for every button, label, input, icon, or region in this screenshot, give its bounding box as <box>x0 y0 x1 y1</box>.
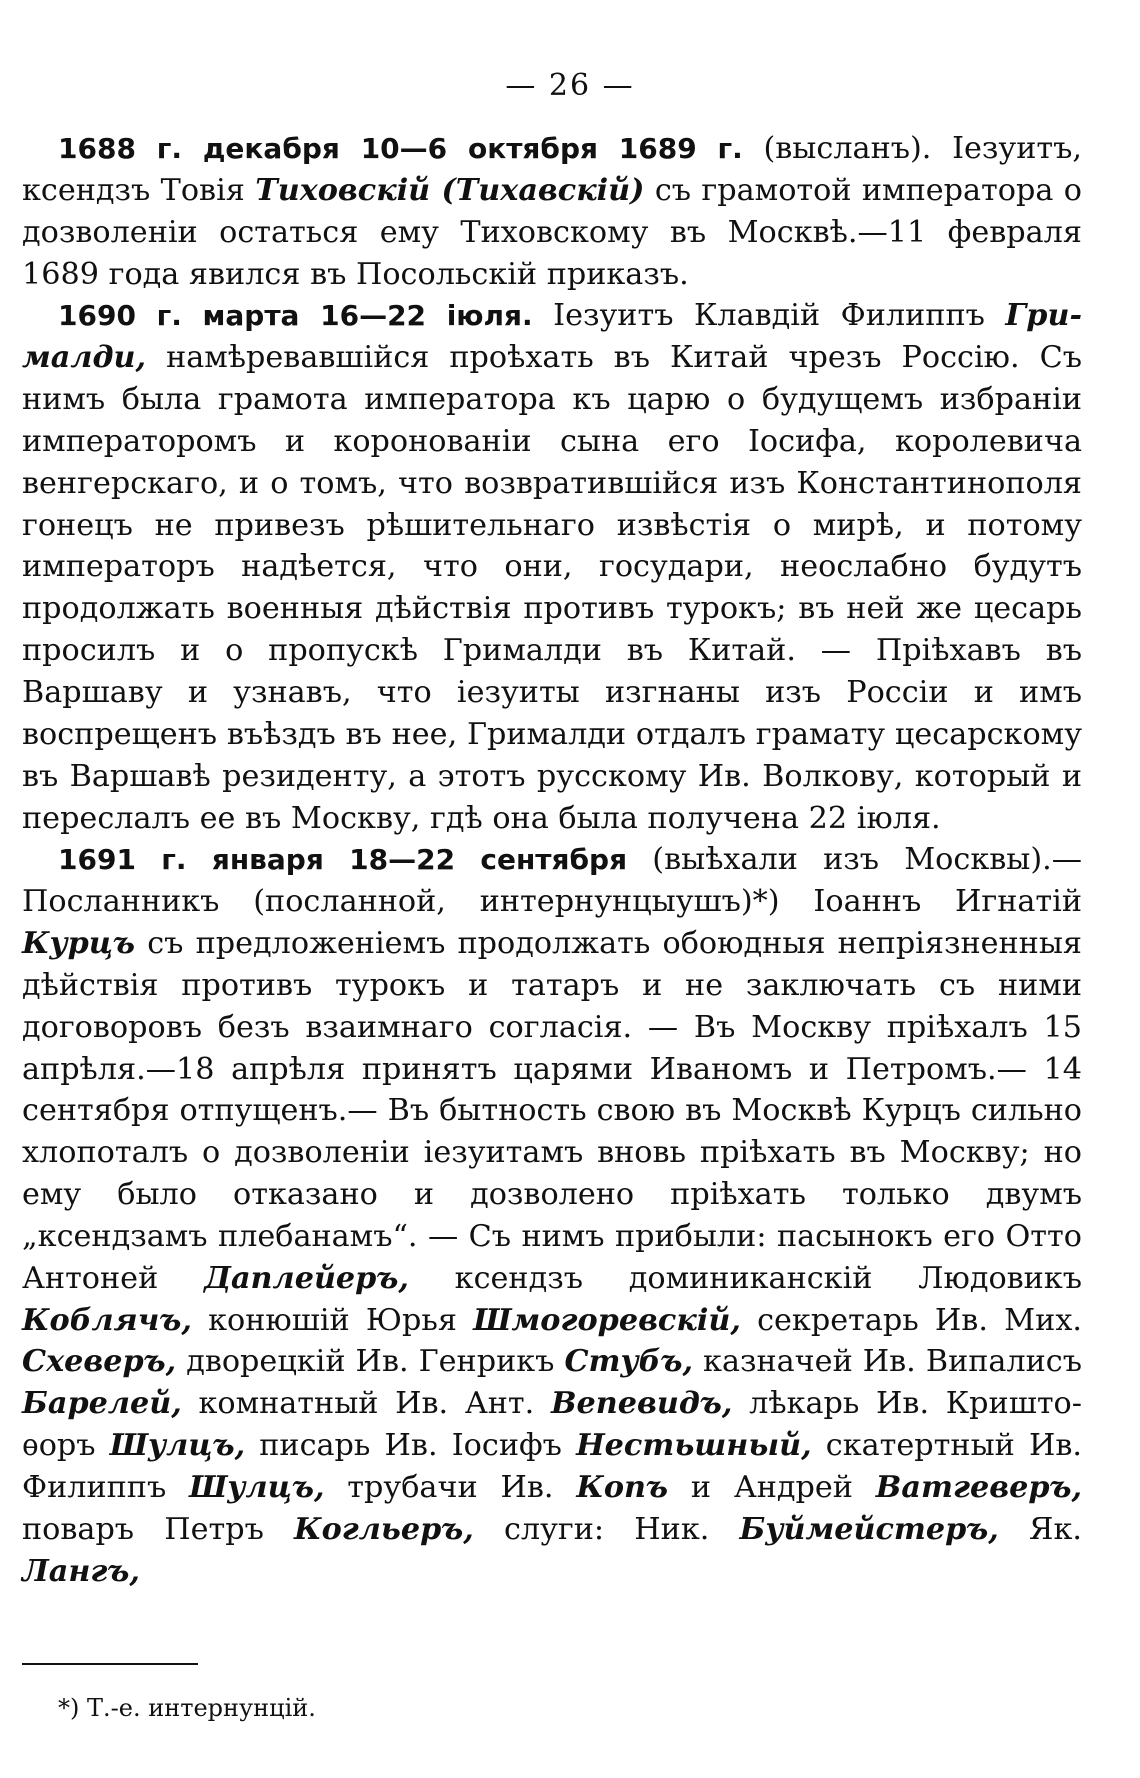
entry-text: слуги: Ник. <box>473 1511 740 1547</box>
entry-text: (выѣхали изъ Москвы).— Посланникъ (посланной, интернунцыушъ)*) Іоаннъ Игнатій <box>22 842 1082 920</box>
person-name: Ватгеверъ, <box>875 1470 1083 1505</box>
entry-text: съ грамотой императора о дозволеніи остаться ему Тиховскому въ Москвѣ.—11 февраля 1689 года явился въ Посольскій приказъ. <box>22 172 1082 292</box>
person-name: Грималди, <box>22 298 1082 376</box>
person-name: Стубъ, <box>564 1344 693 1380</box>
entry-paragraph <box>22 295 1082 839</box>
person-name: Лангъ, <box>22 1553 140 1589</box>
entry-text: комнатный Ив. Ант. <box>181 1386 551 1422</box>
person-name: Вепевидъ, <box>550 1386 733 1422</box>
entry-text: конюшій Юрья <box>191 1302 474 1338</box>
entry-text: лѣкарь Ив. Криштоѳоръ <box>22 1386 1082 1464</box>
person-name: Буймейстеръ, <box>739 1511 999 1547</box>
person-name: Барелей, <box>22 1386 182 1422</box>
entry-text: поваръ Петръ <box>22 1511 295 1547</box>
entry-text: казначей Ив. Випалисъ <box>693 1344 1082 1380</box>
entry-text: писарь Ив. Іосифъ <box>245 1428 577 1464</box>
entry-text: секретарь Ив. Мих. <box>740 1302 1082 1338</box>
person-name: Даплейеръ, <box>204 1260 409 1296</box>
entry-paragraph <box>22 128 1082 295</box>
entry-text: намѣревавшійся проѣхать въ Китай чрезъ Россію. Съ нимъ была грамота императора къ царю о будущемъ избраніи императоромъ и коронованіи сына его Іосифа, королевича венгерскаго, и о томъ, что возвратившійся изъ Константинополя гонецъ не привезъ рѣшительнаго извѣстія о мирѣ, и потому императоръ надѣется, что они, государи, неослабно будутъ продолжать военныя дѣйствія противъ турокъ; въ ней же цесарь просилъ и о пропускѣ Грималди въ Китай. — Пріѣхавъ въ Варшаву и узнавъ, что іезуиты изгнаны изъ Россіи и имъ воспрещенъ въѣздъ въ нее, Грималди отдалъ грамату цесарскому въ Варшавѣ резиденту, а этотъ русскому Ив. Волкову, который и переслалъ ее въ Москву, гдѣ она была получена 22 іюля. <box>22 340 1082 836</box>
footnote-divider <box>22 1663 198 1665</box>
person-name: Курцъ <box>22 926 136 962</box>
person-name: Копъ <box>576 1470 668 1505</box>
footnote: *) Т.-е. интернунцій. <box>58 1694 316 1722</box>
entry-paragraph <box>22 839 1082 1592</box>
person-name: Тиховскій (Тихавскій) <box>255 172 645 208</box>
person-name: Коблячъ, <box>22 1302 192 1338</box>
person-name: Шулцъ, <box>109 1428 246 1464</box>
entry-dateline: 1690 г. марта 16—22 іюля. <box>58 299 533 333</box>
person-name: Схеверъ, <box>22 1344 177 1380</box>
entry-text: ксендзъ доминиканскій Людовикъ <box>408 1260 1082 1296</box>
entry-text: дворецкій Ив. Генрикъ <box>176 1344 565 1380</box>
entry-text: Як. <box>998 1511 1082 1547</box>
entry-text: (высланъ). Іезуитъ, ксендзъ Товія <box>22 131 1082 208</box>
entry-text: скатертный Ив. Филиппъ <box>22 1428 1082 1505</box>
entry-dateline: 1691 г. января 18—22 сентября <box>58 843 628 877</box>
person-name: Нестьшный, <box>576 1428 812 1464</box>
person-name: Шулцъ, <box>189 1470 325 1505</box>
person-name: Шмогоревскій, <box>473 1302 741 1338</box>
entry-text: трубачи Ив. <box>324 1470 577 1505</box>
entry-text: и Андрей <box>668 1470 876 1505</box>
page-number: — 26 — <box>505 68 635 103</box>
person-name: Когльеръ, <box>294 1511 474 1547</box>
entry-dateline: 1688 г. декабря 10—6 октября 1689 г. <box>58 132 743 165</box>
entry-text: съ предложеніемъ продолжать обоюдныя непріязненныя дѣйствія противъ турокъ и татаръ и не заключать съ ними договоровъ безъ взаимнаго согласія. — Въ Москву пріѣхалъ 15 апрѣля.—18 апрѣля принятъ царями Иваномъ и Петромъ.— 14 сентября отпущенъ.— Въ бытность свою въ Москвѣ Курцъ сильно хлопоталъ о дозволеніи іезуитамъ вновь пріѣхать въ Москву; но ему было отказано и дозволено пріѣхать только двумъ „ксендзамъ плебанамъ“. — Съ нимъ прибыли: пасынокъ его Отто Антоней <box>22 926 1082 1296</box>
entry-text: Іезуитъ Клавдій Филиппъ <box>532 298 1006 334</box>
body-text <box>22 128 1082 1593</box>
